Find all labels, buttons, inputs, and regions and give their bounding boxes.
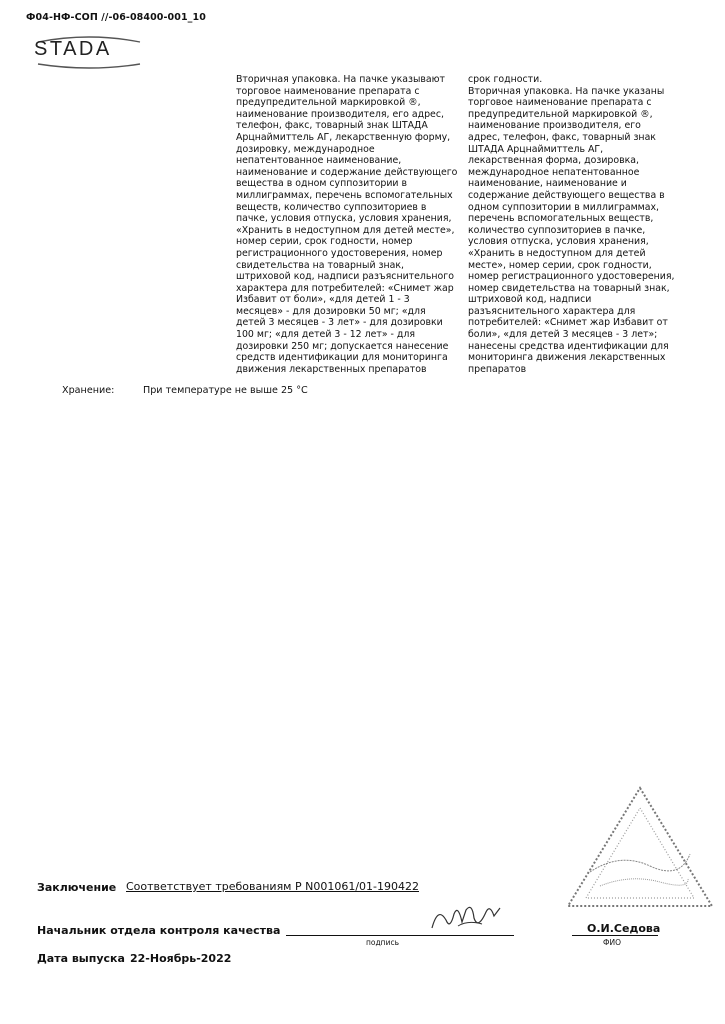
- packaging-text-line: боли», «для детей 3 месяцев - 3 лет»;: [468, 329, 658, 341]
- packaging-text-line: 100 мг; «для детей 3 - 12 лет» - для: [236, 329, 416, 341]
- packaging-text-line: регистрационного удостоверения, номер: [236, 247, 443, 259]
- packaging-text-line: лекарственная форма, дозировка,: [468, 155, 640, 167]
- packaging-text-line: наименование и содержание действующего: [236, 166, 458, 178]
- packaging-text-line: Вторичная упаковка. На пачке указывают: [236, 74, 445, 85]
- packaging-text-line: наименование производителя, его адрес,: [236, 108, 444, 120]
- packaging-text-line: веществ, количество суппозиториев в: [236, 201, 427, 213]
- packaging-text-line: номер регистрационного удостоверения,: [468, 271, 675, 283]
- packaging-text-line: адрес, телефон, факс, товарный знак: [468, 131, 656, 143]
- storage-label: Хранение:: [62, 385, 115, 396]
- stada-logo: [34, 34, 144, 70]
- packaging-text-line: одном суппозитории в миллиграммах,: [468, 201, 660, 213]
- packaging-text-line: характера для потребителей: «Снимет жар: [236, 282, 454, 294]
- packaging-text-line: «Хранить в недоступном для детей: [468, 247, 646, 259]
- packaging-text-line: свидетельства на товарный знак,: [236, 259, 405, 271]
- packaging-text-line: дозировку, международное: [236, 143, 375, 155]
- packaging-text-line: разъяснительного характера для: [468, 305, 636, 317]
- packaging-text-line: миллиграммах, перечень вспомогательных: [236, 189, 453, 201]
- quality-head-label: Начальник отдела контроля качества: [37, 924, 281, 937]
- packaging-text-line: условия отпуска, условия хранения,: [468, 236, 649, 248]
- packaging-text-line: непатентованное наименование,: [236, 155, 402, 167]
- signer-name: О.И.Седова: [587, 922, 661, 935]
- quality-stamp-icon: [560, 782, 718, 914]
- packaging-text-line: препаратов: [468, 363, 527, 375]
- packaging-text-line: месте», номер серии, срок годности,: [468, 259, 652, 271]
- packaging-text-column-2: [468, 74, 700, 375]
- name-caption: ФИО: [603, 938, 621, 947]
- packaging-text-line: содержание действующего вещества в: [468, 189, 665, 201]
- packaging-text-line: телефон, факс, товарный знак ШТАДА: [236, 120, 428, 132]
- conclusion-value: Соответствует требованиям Р N001061/01-190422: [126, 880, 419, 893]
- packaging-text-line: предупредительной маркировкой ®,: [236, 97, 421, 109]
- packaging-text-line: «Хранить в недоступном для детей месте»,: [236, 224, 455, 236]
- conclusion-label: Заключение: [37, 881, 117, 894]
- packaging-text-line: номер серии, срок годности, номер: [236, 236, 413, 248]
- packaging-text-line: дозировки 250 мг; допускается нанесение: [236, 340, 449, 352]
- release-date-value: 22-Ноябрь-2022: [130, 952, 232, 965]
- packaging-text-line: штриховой код, надписи разъяснительного: [236, 271, 454, 283]
- packaging-text-line: средств идентификации для мониторинга: [236, 352, 448, 364]
- packaging-text-line: количество суппозиториев в пачке,: [468, 224, 646, 236]
- packaging-text-line: детей 3 месяцев - 3 лет» - для дозировки: [236, 317, 443, 329]
- packaging-text-column-1: [236, 74, 462, 375]
- packaging-text-line: вещества в одном суппозитории в: [236, 178, 408, 190]
- packaging-text-line: перечень вспомогательных веществ,: [468, 213, 654, 225]
- document-code: Ф04-НФ-СОП //-06-08400-001_10: [26, 12, 206, 23]
- packaging-text-line: ШТАДА Арцнаймиттель АГ,: [468, 143, 604, 155]
- packaging-text-line: наименование производителя, его: [468, 120, 641, 132]
- packaging-text-line: пачке, условия отпуска, условия хранения,: [236, 213, 452, 225]
- signature-caption: подпись: [366, 938, 399, 947]
- packaging-text-line: Избавит от боли», «для детей 1 - 3: [236, 294, 410, 306]
- handwritten-signature-icon: [428, 900, 508, 936]
- release-date-label: Дата выпуска: [37, 952, 125, 965]
- packaging-text-line: срок годности.: [468, 74, 543, 85]
- packaging-text-line: мониторинга движения лекарственных: [468, 352, 666, 364]
- storage-value: При температуре не выше 25 °С: [143, 385, 308, 396]
- packaging-text-line: Арцнаймиттель АГ, лекарственную форму,: [236, 131, 451, 143]
- packaging-text-line: месяцев» - для дозировки 50 мг; «для: [236, 305, 426, 317]
- name-line: [572, 935, 658, 936]
- packaging-text-line: торговое наименование препарата с: [468, 97, 652, 109]
- packaging-text-line: движения лекарственных препаратов: [236, 363, 427, 375]
- packaging-text-line: нанесены средства идентификации для: [468, 340, 669, 352]
- packaging-text-line: потребителей: «Снимет жар Избавит от: [468, 317, 668, 329]
- packaging-text-line: наименование, наименование и: [468, 178, 627, 190]
- packaging-text-line: международное непатентованное: [468, 166, 640, 178]
- packaging-text-line: предупредительной маркировкой ®,: [468, 108, 653, 120]
- packaging-text-line: Вторичная упаковка. На пачке указаны: [468, 85, 665, 97]
- packaging-text-line: штриховой код, надписи: [468, 294, 592, 306]
- stada-logo-text: STADA: [34, 38, 112, 60]
- packaging-text-line: торговое наименование препарата с: [236, 85, 420, 97]
- packaging-text-line: номер свидетельства на товарный знак,: [468, 282, 670, 294]
